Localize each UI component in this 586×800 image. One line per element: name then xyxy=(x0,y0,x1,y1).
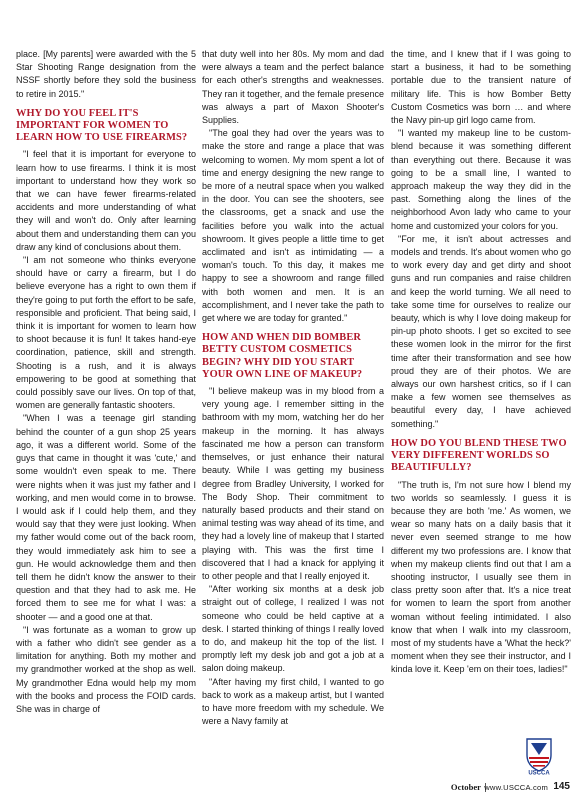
body-paragraph: "I wanted my makeup line to be custom-blend because it was something different than everything out there. Because it was going to be a small line, I wanted to approach makeup the way they did in the past. Something along the lines of the neighborhood Avon lady who came to your home and customized your colors for you. xyxy=(391,128,571,231)
body-paragraph: "I believe makeup was in my blood from a very young age. I remember sitting in the bathroom with my mom, watching her do her makeup in the morning. It has always fascinated me how a person can transform themselves, or just enhance their natural beauty. While I was getting my business degree from Bradley University, I worked for The Body Shop. Their commitment to naturally based products and their stand on animal testing was way ahead of its time, and they had a lovely line of makeup that I started playing with. This was the first time I discovered that I had a knack for applying it to other people and that I really enjoyed it. xyxy=(202,386,384,581)
body-paragraph: the time, and I knew that if I was going to start a business, it had to be something portable due to the transient nature of military life. This is how Bomber Betty Custom Cosmetics was born … and where the Navy pin-up girl logo came from. xyxy=(391,49,571,126)
footer-website: www.USCCA.com xyxy=(484,783,548,792)
svg-text:USCCA: USCCA xyxy=(528,770,550,775)
body-paragraph: "I feel that it is important for everyone to learn how to use firearms. I think it is most important to understand how they work so that we can have fewer firearms-related accidents and more understanding of what they will and won't do. Only after learning about them and understanding them can you draw any kind of conclusions about them. xyxy=(16,149,196,252)
body-paragraph: "For me, it isn't about actresses and models and trends. It's about women who go to work every day and get dirty and shoot guns and run companies and raise children and keep the world turning. We all need to take some time for ourselves to realize our beauty, which is why I love doing makeup for pin-up photo shoots. I get so excited to see these women look in the mirror for the first time after their transformation and see how proud they are of their photos. We are always our own harshest critics, so if I can make a few women see themselves as beautiful every day, I have achieved something." xyxy=(391,233,571,429)
body-paragraph: "The truth is, I'm not sure how I blend my two worlds so seamlessly. I guess it is because they are both 'me.' As women, we wear so many hats on a daily basis that it never even seemed strange to me how different my two professions are. I know that when my makeup clients find out that I am a shooting instructor, I usually see them in class pretty soon after that. It's a nice treat for women to learn the sport from another woman without feeling intimidated. I also know that when I walk into my classroom, most of my students have a 'What the heck?' moment when they see their instructor, and I kinda love it. Keep 'em on their toes, ladies!" xyxy=(391,479,571,675)
column-3 xyxy=(391,48,571,677)
body-paragraph: that duty well into her 80s. My mom and dad were always a team and the perfect balance for each other's strengths and weaknesses. They ran it together, and the female presence was always a part of Maxon Shooter's Supplies. xyxy=(202,49,384,126)
column-1 xyxy=(16,48,196,716)
section-heading: WHY DO YOU FEEL IT'S IMPORTANT FOR WOMEN TO LEARN HOW TO USE FIREARMS? xyxy=(16,107,188,144)
page-footer xyxy=(0,780,586,794)
body-paragraph: "After working six months at a desk job straight out of college, I realized I was not someone who could be held captive at a desk. I started thinking of things I really loved to do, and makeup hit the top of the list. I promptly left my desk job and got a job at a salon doing makeup. xyxy=(202,584,384,674)
uscca-logo xyxy=(518,735,560,775)
body-paragraph: place. [My parents] were awarded with the 5 Star Shooting Range designation from the NSSF shortly before they sold the business to retire in 2015." xyxy=(16,49,196,99)
body-paragraph: "The goal they had over the years was to make the store and range a place that was welcoming to women. My mom spent a lot of time and energy designing the new range to be more of a neutral space when you walked in the door. You can see the shooters, see the classrooms, get a snack and use the facilities before you walk into the actual showroom. It gives people a little time to get acclimated and isn't as intimidating — a woman's touch. To this day, it makes me happy to see a showroom and range filled with both women and men. It is an accomplishment, and I never take the path to get where we are today for granted." xyxy=(202,128,384,324)
body-paragraph: "I was fortunate as a woman to grow up with a father who didn't see gender as a limitation for anything. Both my mother and my grandmother worked at the shop as well. My grandmother Edna would help my mom with the books and process the FOID cards. She was in charge of xyxy=(16,624,196,714)
body-paragraph: "After having my first child, I wanted to go back to work as a makeup artist, but I wanted to have more freedom with my schedule. We were a Navy family at xyxy=(202,676,384,727)
section-heading: HOW AND WHEN DID BOMBER BETTY CUSTOM COSMETICS BEGIN? WHY DID YOU START YOUR OWN LINE OF MAKEUP? xyxy=(202,332,363,380)
footer-month: October xyxy=(450,782,481,792)
column-2 xyxy=(202,48,384,728)
section-heading: HOW DO YOU BLEND THESE TWO VERY DIFFERENT WORLDS SO BEAUTIFULLY? xyxy=(391,437,567,474)
page-number: 145 xyxy=(553,781,570,792)
body-paragraph: "When I was a teenage girl standing behind the counter of a gun shop 25 years ago, it was a different world. Some of the guys that came in thought it was 'cute,' and some wouldn't even speak to me. There were nights when it was just my father and I working, and men would come in to browse. I would ask if I could help them, and they would say that they were just looking. When my father would come out of the back room, they would immediately ask him to see a gun. He would acknowledge them and then tell them he didn't know the answer to their question and that they had to ask me. He forced them to see me for what I was: a shooter — and a good one at that. xyxy=(16,413,196,622)
body-paragraph: "I am not someone who thinks everyone should have or carry a firearm, but I do believe everyone has a right to own them if they're going to put forth the effort to be safe, responsible and proficient. That being said, I think it is important for women to learn how to shoot because it is fun! It takes hand-eye coordination, patience, skill and strength. Shooting is a rush, and it is always empowering to be good at something that could possibly save our lives. On top of that, women are generally fantastic shooters. xyxy=(16,255,196,411)
